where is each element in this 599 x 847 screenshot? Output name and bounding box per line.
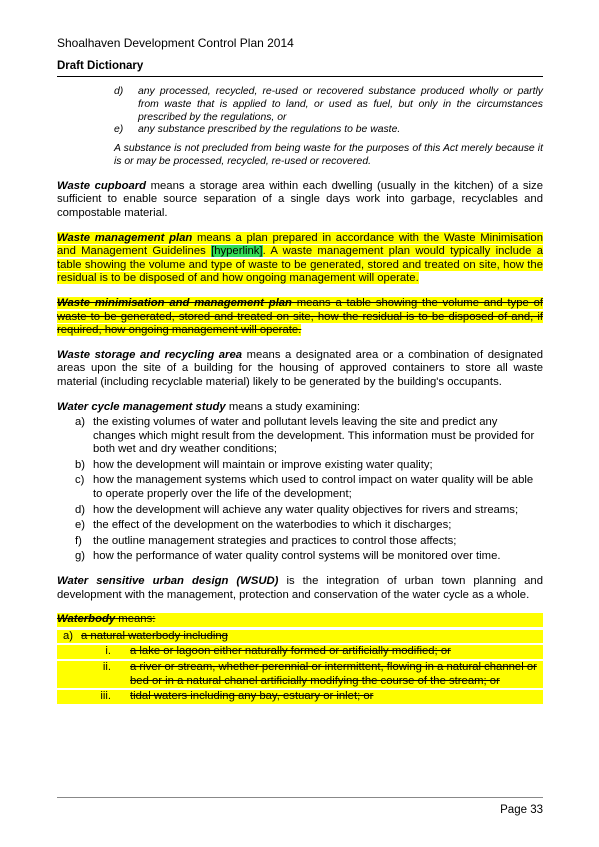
water-cycle-list [57,416,543,564]
list-item: f) the outline management strategies and practices to control those affects; [75,534,457,547]
footer-divider [57,797,543,798]
definition-term: Waste cupboard [57,179,147,192]
list-item: c) how the management systems which used to control impact on water quality will be able to operate properly over the life of the development; [75,474,534,501]
definition-waste-cupboard: Waste cupboard means a storage area within each dwelling (usually in the kitchen) of a size sufficient to enable source separation of a single days work into garbage, recyclables and compostable material. [57,179,543,219]
list-item: iii. tidal waters including any bay, estuary or inlet; or [57,690,543,704]
list-item: d) any processed, recycled, re-used or recovered substance produced wholly or partly from waste that is applied to land, or used as fuel, but only in the circumstances prescribed by the regulations, or [114,86,543,123]
waterbody-heading: Waterbody means: [57,613,543,627]
definition-waste-management-plan: Waste management plan means a plan prepared in accordance with the Waste Minimisation and Management Guidelines [hyperlink]. A waste management plan would typically include a table showing the volume and type of waste to be generated, stored and treated on site, how the residual is to be disposed of and how ongoing management will operate. [57,231,543,285]
header-divider [57,76,543,77]
continued-definition [114,86,543,169]
definition-term: Water sensitive urban design (WSUD) [57,575,279,588]
document-subtitle: Draft Dictionary [57,60,144,72]
hyperlink-placeholder[interactable]: [hyperlink] [211,245,263,258]
list-item: g) how the performance of water quality control systems will be monitored over time. [75,550,501,563]
list-item: b) how the development will maintain or improve existing water quality; [75,458,433,471]
definition-waterbody [57,613,543,704]
definition-waste-storage: Waste storage and recycling area means a designated area or a combination of designated areas upon the site of a building for the housing of approved containers to store all waste material (including recyclable material) likely to be generated by the building's occupants. [57,348,543,388]
definition-water-cycle: Water cycle management study means a study examining: a) the existing volumes of water and pollutant levels leaving the site and predict any changes which might result from the development. This information must be provided for both wet and dry weather conditions; b) how the development will maintain or improve existing water quality; c) how the management systems which used to control impact on water quality will be able to operate properly over the life of the development; d) how the development will achieve any water quality objectives for rivers and streams; e) the effect of the development on the waterbodies to which it discharges; f) the outline management strategies and practices to control those affects; g) how the performance of water quality control systems will be monitored over time. [57,401,543,565]
page-content [57,86,543,704]
page-header [57,36,543,73]
list-item: e) the effect of the development on the waterbodies to which it discharges; [75,519,452,532]
definition-waste-minimisation: Waste minimisation and management plan means a table showing the volume and type of waste to be generated, stored and treated on site, how the residual is to be disposed of and, if required, how ongoing management will operate. [57,296,543,337]
document-title: Shoalhaven Development Control Plan 2014 [57,36,294,50]
list-item: e) any substance prescribed by the regulations to be waste. [114,124,401,136]
list-item: d) how the development will achieve any water quality objectives for rivers and streams; [75,503,519,516]
page-number: Page 33 [500,804,543,816]
definition-note: A substance is not precluded from being waste for the purposes of this Act merely because it is or may be processed, recycled, re-used or recovered. [114,143,543,167]
definition-term: Waterbody [57,613,116,626]
definition-wsud: Water sensitive urban design (WSUD) is the integration of urban town planning and development with the management, protection and conservation of the water cycle as a whole. [57,575,543,601]
list-item: i. a lake or lagoon either naturally formed or artificially modified; or [57,645,543,659]
definition-term: Water cycle management study [57,400,226,413]
definition-term: Waste minimisation and management plan [57,296,292,309]
continued-list [114,86,543,137]
list-item: a) the existing volumes of water and pollutant levels leaving the site and predict any changes which might result from the development. This information must be provided for both wet and dry weather conditions; [75,416,535,456]
definition-term: Waste storage and recycling area [57,348,243,361]
definition-term: Waste management plan [57,231,193,244]
waterbody-sublist [57,645,543,703]
waterbody-item-a: a) a natural waterbody including [57,630,543,644]
list-item: ii. a river or stream, whether perennial or intermittent, flowing in a natural channel or bed or in a natural chanel artificially modifying the course of the stream; or [57,661,543,688]
